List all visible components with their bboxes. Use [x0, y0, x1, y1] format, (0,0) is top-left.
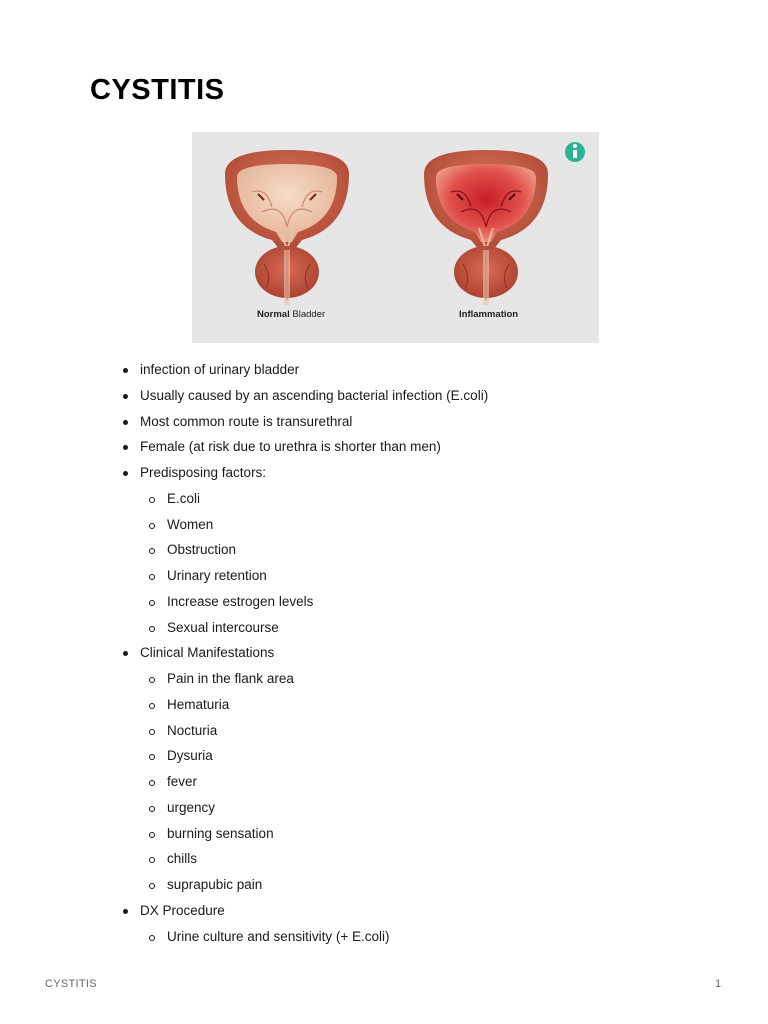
bullet-circle-icon [149, 883, 155, 889]
bullet-circle-icon [149, 677, 155, 683]
list-item: Predisposing factors: [140, 465, 267, 480]
sub-list-item: E.coli [167, 490, 201, 506]
inflamed-bladder-graphic [424, 150, 548, 305]
page-title: CYSTITIS [90, 74, 225, 106]
sub-list-item: fever [167, 774, 198, 789]
bullet-circle-icon [149, 729, 155, 735]
bullet-circle-icon [149, 935, 155, 941]
inflammation-caption: Inflammation [459, 309, 519, 320]
bullet-circle-icon [149, 574, 155, 580]
footer-page-number: 1 [715, 978, 722, 990]
sub-list-item: Nocturia [167, 722, 218, 738]
bullet-circle-icon [149, 832, 155, 838]
sub-list-item: Pain in the flank area [167, 671, 294, 686]
bullet-disc-icon [123, 445, 128, 450]
list-item: DX Procedure [140, 902, 225, 918]
info-logo-icon [565, 142, 585, 162]
normal-bladder-caption: Normal Bladder [257, 309, 326, 320]
sub-list-item: Sexual intercourse [167, 619, 279, 635]
bullet-disc-icon [123, 368, 128, 373]
bullet-disc-icon [123, 394, 128, 399]
normal-bladder-graphic [225, 150, 349, 305]
bullet-circle-icon [149, 497, 155, 503]
sub-list-item: Urine culture and sensitivity (+ E.coli) [167, 928, 390, 944]
list-item: Female (at risk due to urethra is shorter than men) [140, 439, 441, 455]
bullet-circle-icon [149, 703, 155, 709]
list-item: Usually caused by an ascending bacterial infection (E.coli) [140, 387, 489, 403]
bladder-diagram [192, 132, 599, 343]
sub-list-item: Urinary retention [167, 568, 267, 583]
list-item: infection of urinary bladder [140, 362, 300, 377]
sub-list-item: chills [167, 851, 198, 867]
sub-list-item: urgency [167, 799, 216, 815]
bullet-disc-icon [123, 651, 128, 656]
sub-list-item: suprapubic pain [167, 877, 263, 892]
footer-doc-name: CYSTITIS [45, 978, 97, 990]
bullet-circle-icon [149, 523, 155, 529]
list-item: Most common route is transurethral [140, 413, 353, 429]
sub-list-item: Dysuria [167, 748, 213, 764]
bullet-disc-icon [123, 471, 128, 476]
bullet-disc-icon [123, 909, 128, 914]
bullet-disc-icon [123, 420, 128, 425]
sub-list-item: Women [167, 516, 214, 532]
list-item: Clinical Manifestations [140, 645, 275, 661]
bladder-illustration [192, 132, 599, 343]
bullet-circle-icon [149, 754, 155, 760]
sub-list-item: Increase estrogen levels [167, 593, 314, 609]
sub-list-item: burning sensation [167, 825, 274, 841]
bullet-circle-icon [149, 600, 155, 606]
bullet-circle-icon [149, 857, 155, 863]
sub-list-item: Obstruction [167, 542, 237, 558]
bullet-circle-icon [149, 806, 155, 812]
bullet-circle-icon [149, 626, 155, 632]
sub-list-item: Hematuria [167, 696, 230, 712]
bullet-circle-icon [149, 548, 155, 554]
bullet-circle-icon [149, 780, 155, 786]
